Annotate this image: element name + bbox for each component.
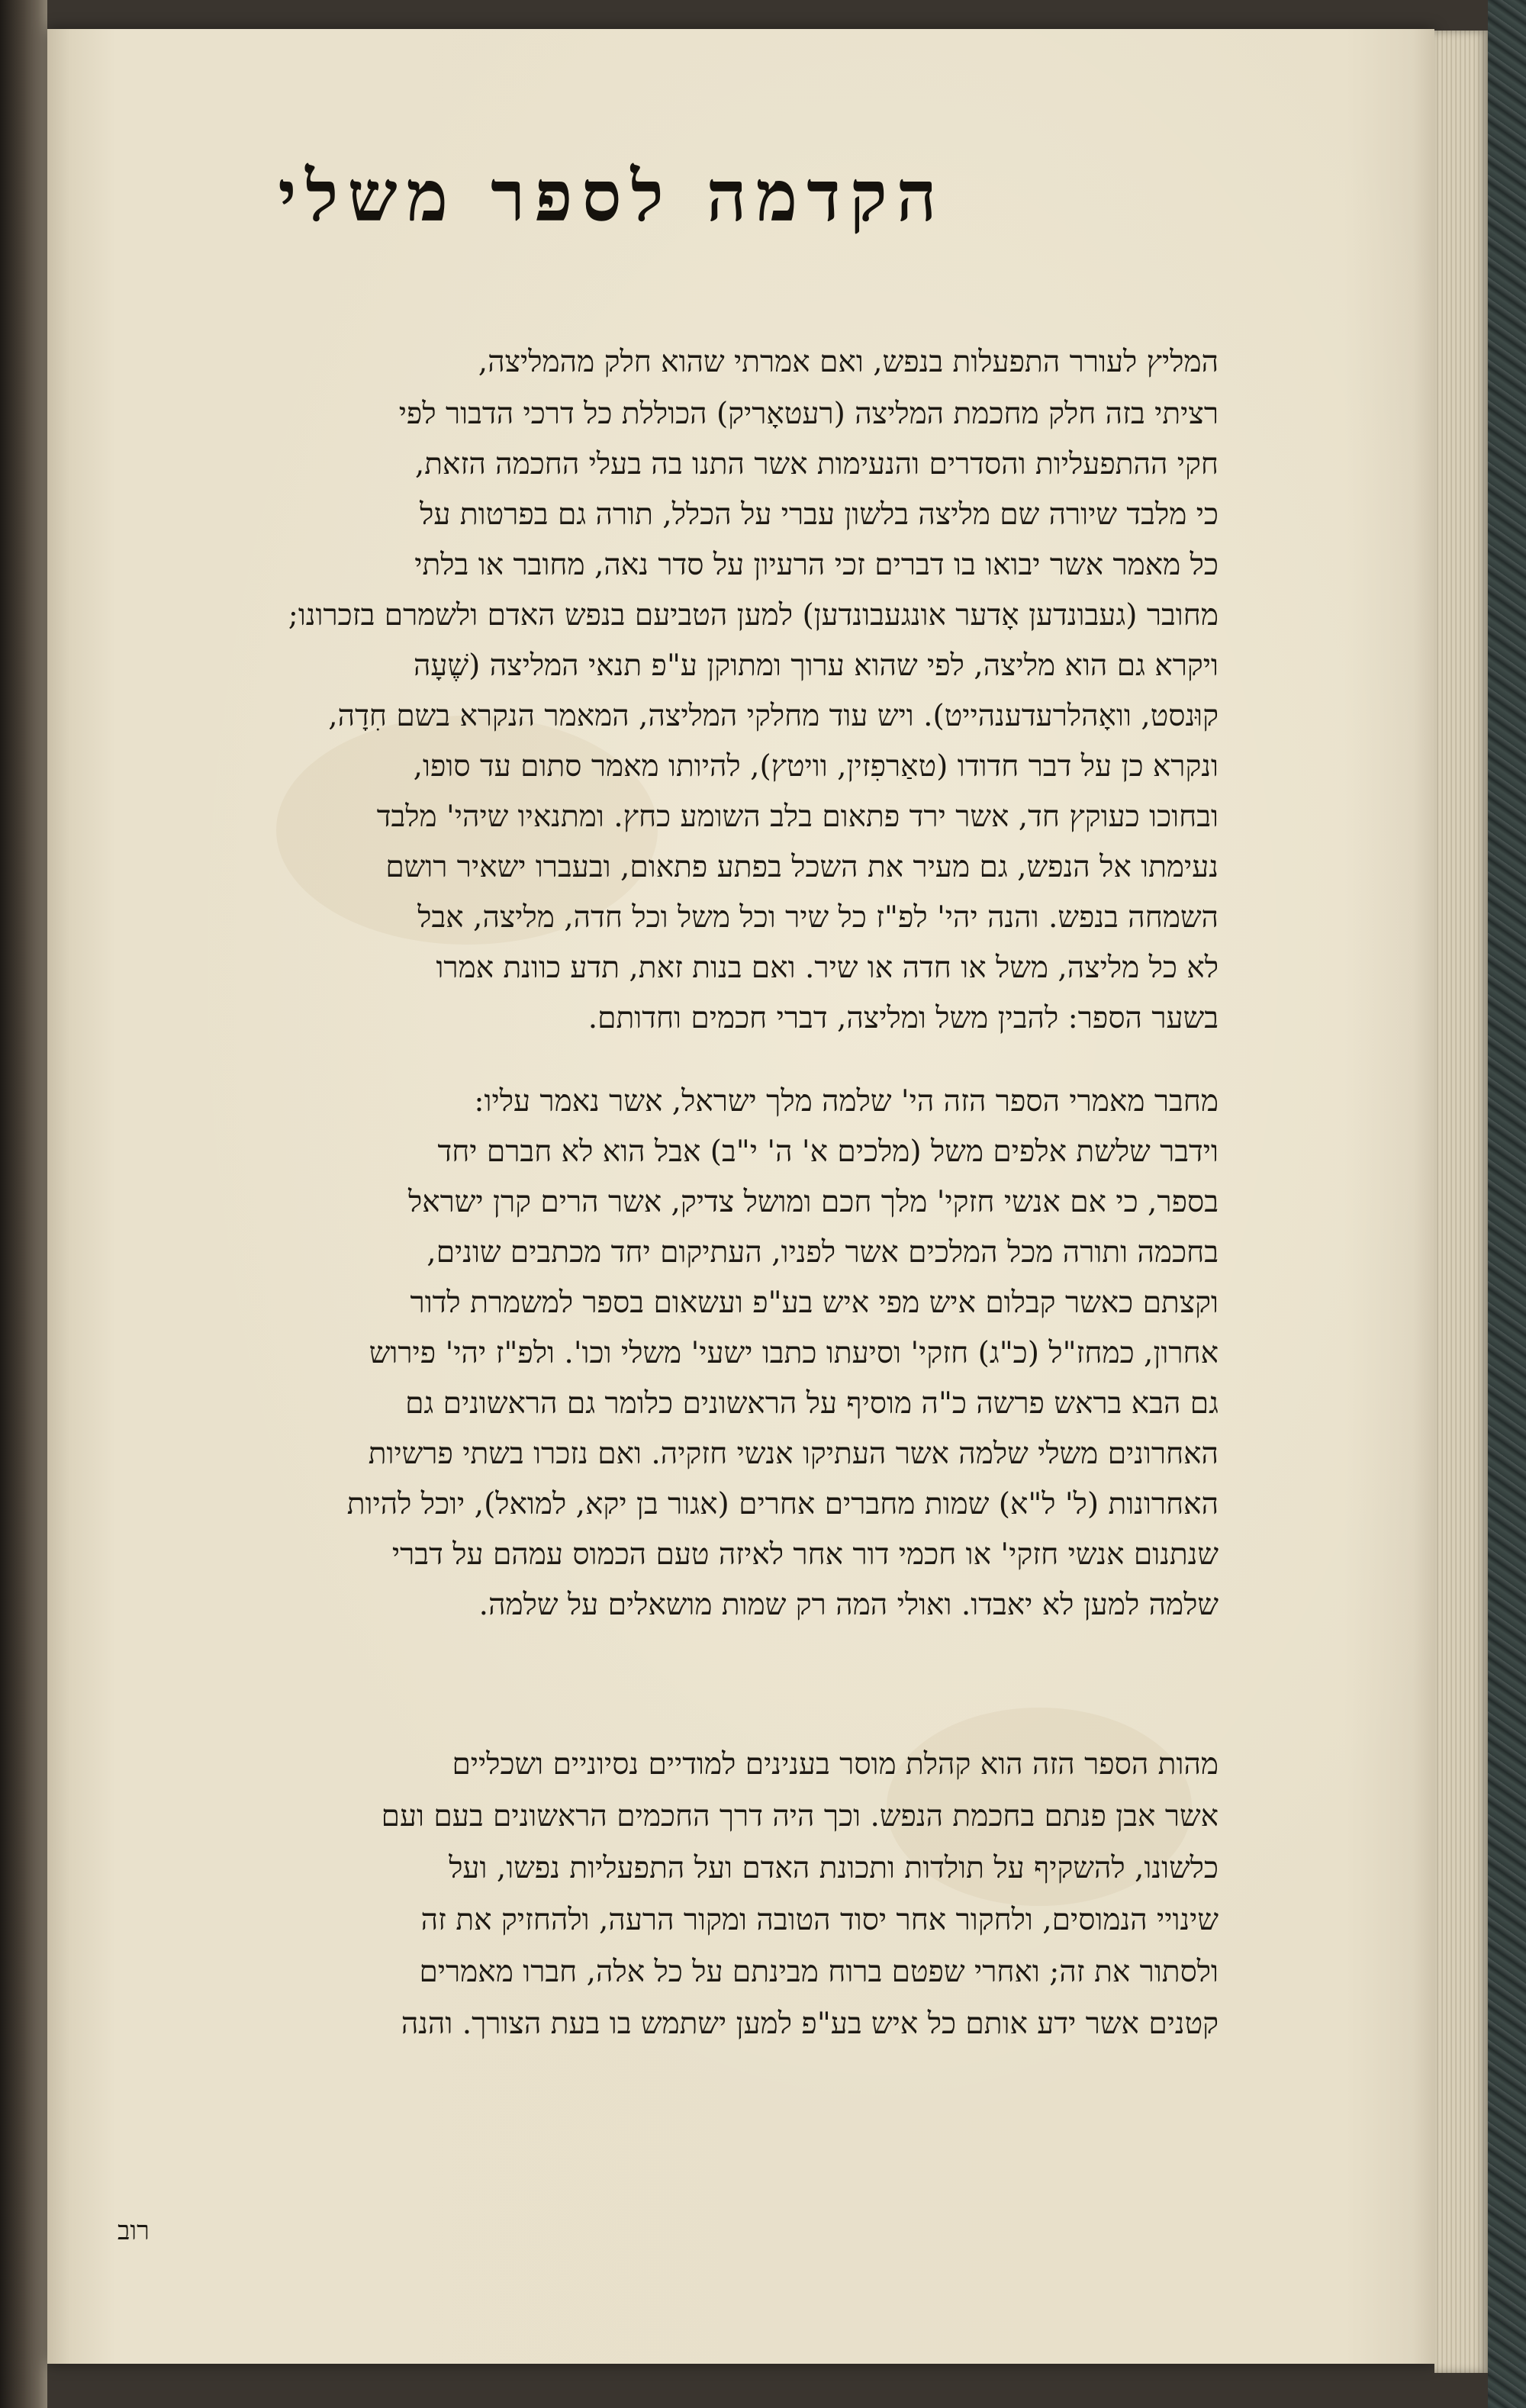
text-line: ובחוכו כעוקץ חד, אשר ירד פתאום בלב השומע כחץ. ומתנאיו שיהי' מלבד bbox=[376, 800, 1219, 834]
text-line: ויקרא גם הוא מליצה, לפי שהוא ערוך ומתוקן ע"פ תנאי המליצה (שֶׁעָה bbox=[414, 649, 1219, 683]
text-line: האחרונים משלי שלמה אשר העתיקו אנשי חזקיה. ואם נזכרו בשתי פרשיות bbox=[368, 1437, 1219, 1471]
text-line: בחכמה ותורה מכל המלכים אשר לפניו, העתיקום יחד מכתבים שונים, bbox=[427, 1235, 1219, 1270]
text-line: בשער הספר: להבין משל ומליצה, דברי חכמים וחדותם. bbox=[588, 1001, 1219, 1035]
text-line: מחובר (געבונדען אָדער אונגעבונדען) למען הטביעם בנפש האדם ולשמרם בזכרונו; bbox=[288, 598, 1219, 633]
paper-page bbox=[47, 29, 1434, 2364]
text-line: שנתנום אנשי חזקי' או חכמי דור אחר לאיזה טעם הכמוס עמהם על דברי bbox=[391, 1537, 1219, 1572]
text-line: כי מלבד שיורה שם מליצה בלשון עברי על הכלל, תורה גם בפרטות על bbox=[420, 497, 1219, 532]
text-line: אחרון, כמחז"ל (כ"ג) חזקי' וסיעתו כתבו ישעי' משלי וכו'. ולפ"ז יהי' פירוש bbox=[369, 1336, 1219, 1370]
text-line: כל מאמר אשר יבואו בו דברים זכי הרעיון על סדר נאה, מחובר או בלתי bbox=[414, 548, 1219, 582]
text-line: שינויי הנמוסים, ולחקור אחר יסוד הטובה ומקור הרעה, ולהחזיק את זה bbox=[420, 1903, 1219, 1937]
catchword: רוב bbox=[118, 2216, 150, 2246]
text-line: גם הבא בראש פרשה כ"ה מוסיף על הראשונים כלומר גם הראשונים גם bbox=[405, 1386, 1219, 1421]
marbled-cover-edge bbox=[1488, 0, 1526, 2408]
text-line: מחבר מאמרי הספר הזה הי' שלמה מלך ישראל, אשר נאמר עליו: bbox=[474, 1084, 1219, 1119]
text-line: קוּנסט, וואָהלרעדענהייט). ויש עוד מחלקי המליצה, המאמר הנקרא בשם חִדָה, bbox=[328, 699, 1219, 733]
text-line: נעימתו אל הנפש, גם מעיר את השכל בפתע פתאום, ובעברו ישאיר רושם bbox=[385, 850, 1219, 884]
text-line: המליץ לעורר התפעלות בנפש, ואם אמרתי שהוא חלק מהמליצה, bbox=[478, 345, 1219, 379]
page-edges bbox=[1434, 31, 1488, 2373]
text-line: ולסתור את זה; ואחרי שפטם ברוח מבינתם על כל אלה, חברו מאמרים bbox=[419, 1955, 1219, 1989]
text-line: בספר, כי אם אנשי חזקי' מלך חכם ומושל צדיק, אשר הרים קרן ישראל bbox=[407, 1185, 1219, 1219]
text-line: וקצתם כאשר קבלום איש מפי איש בע"פ ועשאום בספר למשמרת לדור bbox=[410, 1286, 1219, 1320]
page-title: הקדמה לספר משלי bbox=[278, 155, 946, 237]
text-line: וידבר שלשת אלפים משל (מלכים א' ה' י"ב) אבל הוא לא חברם יחד bbox=[437, 1135, 1219, 1169]
text-line: חקי ההתפעליות והסדרים והנעימות אשר התנו בה בעלי החכמה הזאת, bbox=[414, 447, 1219, 481]
text-line: אשר אבן פנתם בחכמת הנפש. וכך היה דרך החכמים הראשונים בעם ועם bbox=[381, 1799, 1219, 1833]
text-line: שלמה למען לא יאבדו. ואולי המה רק שמות מושאלים על שלמה. bbox=[478, 1588, 1219, 1622]
text-line: קטנים אשר ידע אותם כל איש בע"פ למען ישתמש בו בעת הצורך. והנה bbox=[401, 2007, 1219, 2041]
text-line: ונקרא כן על דבר חדודו (טאַרפִזין, וויטץ), להיותו מאמר סתום עד סופו, bbox=[413, 749, 1219, 784]
text-line: האחרונות (ל' ל"א) שמות מחברים אחרים (אגור בן יקא, למואל), יוכל להיות bbox=[346, 1487, 1219, 1521]
book-binding-left bbox=[0, 0, 47, 2408]
text-line: רציתי בזה חלק מחכמת המליצה (רעטאָריק) הכוללת כל דרכי הדבור לפי bbox=[398, 397, 1219, 431]
text-line: לא כל מליצה, משל או חדה או שיר. ואם בנות זאת, תדע כוונת אמרו bbox=[436, 951, 1219, 985]
text-line: מהות הספר הזה הוא קהלת מוסר בענינים למודיים נסיוניים ושכליים bbox=[452, 1747, 1219, 1782]
text-line: השמחה בנפש. והנה יהי' לפ"ז כל שיר וכל משל וכל חדה, מליצה, אבל bbox=[417, 900, 1219, 935]
text-line: כלשונו, להשקיף על תולדות ותכונת האדם ועל התפעליות נפשו, ועל bbox=[449, 1851, 1219, 1885]
